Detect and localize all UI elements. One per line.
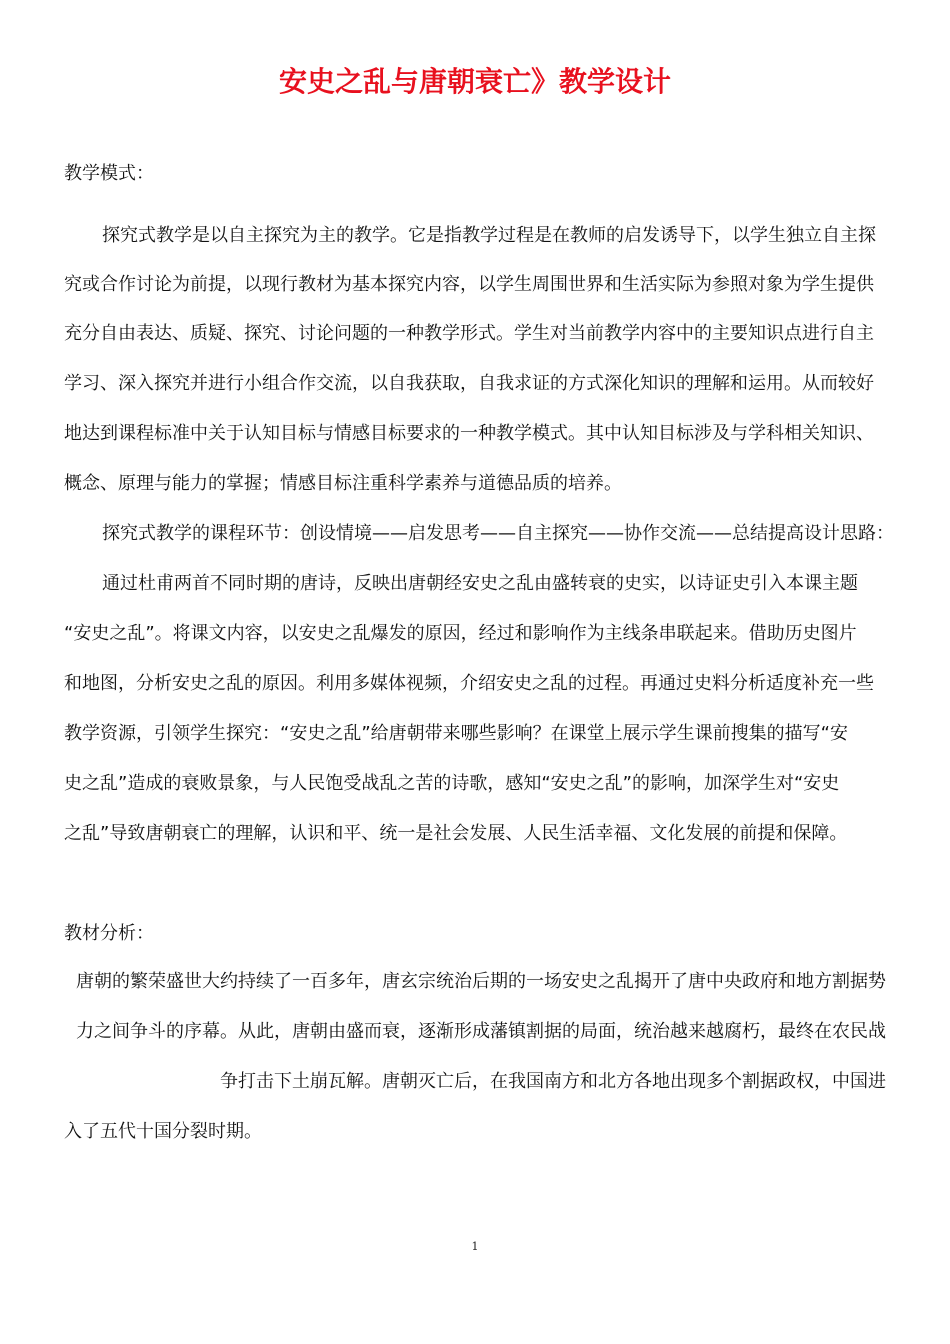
design-para-line: 史之乱”造成的衰败景象，与人民饱受战乱之苦的诗歌，感知“安史之乱”的影响，加深学生对“安史 — [64, 773, 840, 794]
mode-para-line: 地达到课程标准中关于认知目标与情感目标要求的一种教学模式。其中认知目标涉及与学科相关知识、 — [64, 423, 874, 444]
mode-para-line: 学习、深入探究并进行小组合作交流，以自我获取，自我求证的方式深化知识的理解和运用。从而较好 — [64, 373, 874, 394]
material-para-line: 入了五代十国分裂时期。 — [64, 1121, 262, 1142]
design-para-line: “安史之乱”。将课文内容，以安史之乱爆发的原因，经过和影响作为主线条串联起来。借助历史图片 — [64, 623, 857, 644]
material-para-line: 力之间争斗的序幕。从此，唐朝由盛而衰，逐渐形成藩镇割据的局面，统治越来越腐朽，最终在农民战 — [76, 1021, 886, 1042]
design-para-line: 通过杜甫两首不同时期的唐诗，反映出唐朝经安史之乱由盛转衰的史实，以诗证史引入本课主题 — [102, 573, 858, 594]
design-para-line: 和地图，分析安史之乱的原因。利用多媒体视频，介绍安史之乱的过程。再通过史料分析适度补充一些 — [64, 673, 874, 694]
page-number: 1 — [471, 1240, 479, 1253]
document-title: 安史之乱与唐朝衰亡》教学设计 — [278, 65, 671, 98]
course-steps-line: 探究式教学的课程环节：创设情境——启发思考——自主探究——协作交流——总结提高设计思路： — [102, 523, 894, 544]
mode-heading: 教学模式： — [64, 163, 154, 184]
mode-para-line: 究或合作讨论为前提，以现行教材为基本探究内容，以学生周围世界和生活实际为参照对象为学生提供 — [64, 274, 874, 295]
mode-para-line: 概念、原理与能力的掌握；情感目标注重科学素养与道德品质的培养。 — [64, 473, 622, 494]
mode-para-line: 充分自由表达、质疑、探究、讨论问题的一种教学形式。学生对当前教学内容中的主要知识点进行自主 — [64, 323, 874, 344]
material-heading: 教材分析： — [64, 923, 154, 944]
material-para-line: 唐朝的繁荣盛世大约持续了一百多年，唐玄宗统治后期的一场安史之乱揭开了唐中央政府和地方割据势 — [76, 971, 886, 992]
design-para-line: 教学资源，引领学生探究：“安史之乱”给唐朝带来哪些影响？在课堂上展示学生课前搜集的描写“安 — [64, 723, 848, 744]
material-para-line: 争打击下土崩瓦解。唐朝灭亡后，在我国南方和北方各地出现多个割据政权，中国进 — [220, 1071, 886, 1092]
design-para-line: 之乱”导致唐朝衰亡的理解，认识和平、统一是社会发展、人民生活幸福、文化发展的前提和保障。 — [64, 823, 848, 844]
mode-para-line: 探究式教学是以自主探究为主的教学。它是指教学过程是在教师的启发诱导下，以学生独立自主探 — [102, 225, 876, 246]
